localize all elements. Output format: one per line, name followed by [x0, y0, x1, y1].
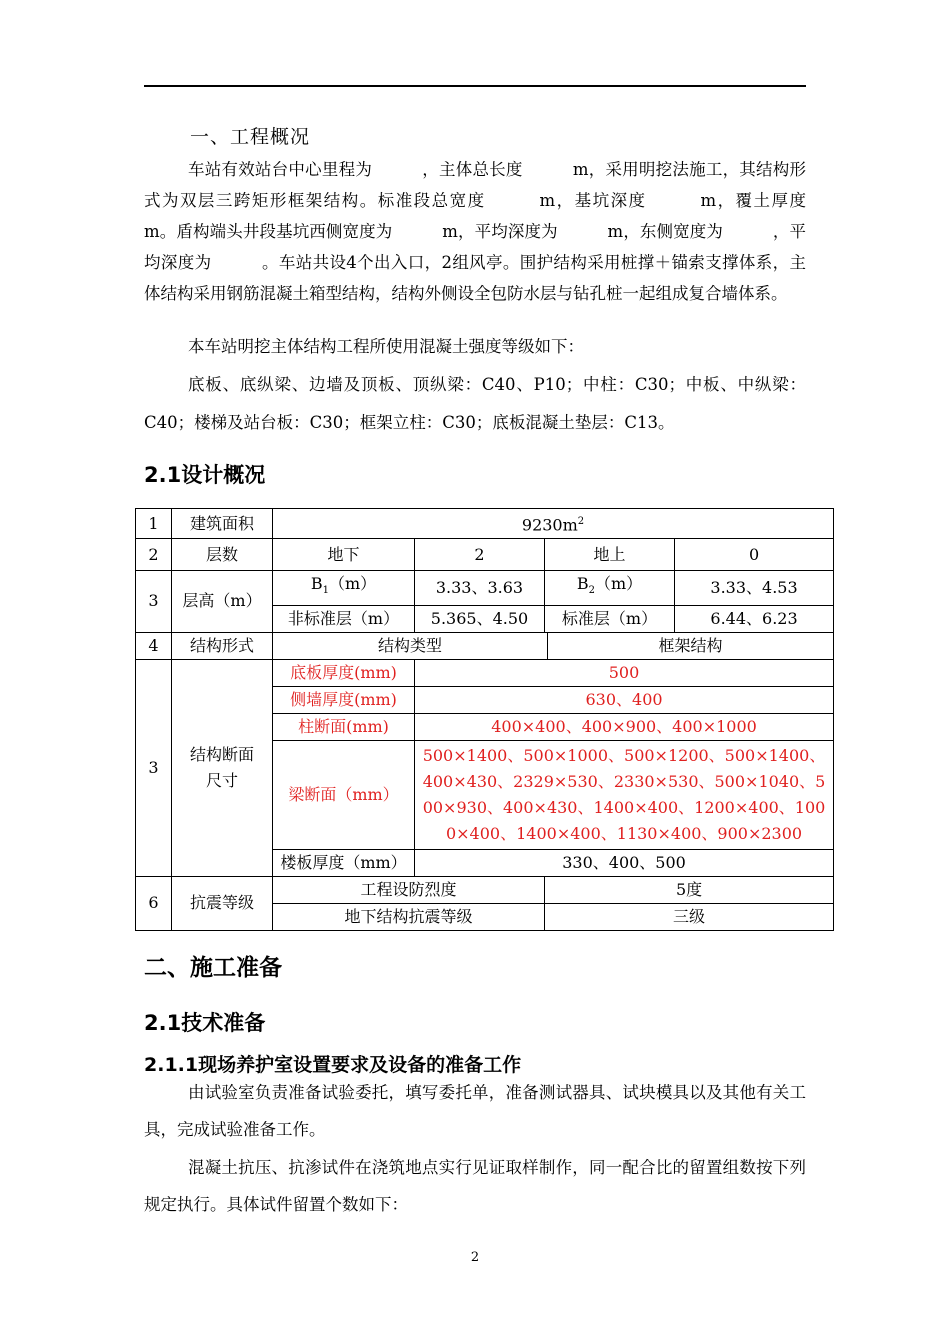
building-area-value: $9230m^2$: [273, 509, 834, 539]
lab-prep-paragraph: 由试验室负责准备试验委托，填写委托单，准备测试器具、试块模具以及其他有关工具，完成试验准备工作。: [144, 1083, 806, 1139]
cell: 非标准层（m）: [273, 605, 415, 632]
cell: 地下结构抗震等级: [273, 903, 545, 930]
cell: 侧墙厚度(mm): [273, 686, 415, 713]
cell: 三级: [545, 903, 834, 930]
cell: 工程设防烈度: [273, 876, 545, 903]
design-overview-table: [135, 508, 834, 931]
section-1-heading: 一、工程概况: [190, 126, 311, 148]
row-number: 1: [136, 509, 172, 539]
cell: 框架结构: [548, 632, 834, 659]
table-row: [136, 509, 834, 539]
row-label: 层数: [172, 539, 273, 571]
row-label: 结构断面尺寸: [172, 659, 273, 876]
table-row: [136, 876, 834, 903]
curing-room-heading: 2.1.1现场养护室设置要求及设备的准备工作: [144, 1054, 522, 1076]
cell: 330、400、500: [415, 849, 834, 876]
cell: 630、400: [415, 686, 834, 713]
cell: $B_1(m)$: [273, 571, 415, 605]
header-rule: [144, 85, 806, 87]
table-row: [136, 539, 834, 571]
cell: 楼板厚度（mm）: [273, 849, 415, 876]
page-number: 2: [470, 1250, 480, 1265]
row-label: 抗震等级: [172, 876, 273, 930]
cell: 5.365、4.50: [415, 605, 545, 632]
row-number: 4: [136, 632, 172, 659]
table-row: [136, 659, 834, 686]
cell: 2: [415, 539, 545, 571]
cell: 5度: [545, 876, 834, 903]
row-number: 6: [136, 876, 172, 930]
row-label: 层高（m）: [172, 571, 273, 632]
cell: 结构类型: [273, 632, 548, 659]
cell: 地上: [545, 539, 675, 571]
cell: 500: [415, 659, 834, 686]
row-number: 2: [136, 539, 172, 571]
cell: 底板厚度(mm): [273, 659, 415, 686]
cell: 柱断面(mm): [273, 713, 415, 740]
cell: $B_2(m)$: [545, 571, 675, 605]
section-2-heading: 二、施工准备: [144, 955, 282, 981]
cell: 0: [675, 539, 834, 571]
concrete-grade-intro: 本车站明挖主体结构工程所使用混凝土强度等级如下：: [188, 337, 584, 356]
row-number: 3: [136, 571, 172, 632]
concrete-grade-list: 底板、底纵梁、边墙及顶板、顶纵梁：C40、P10；中柱：C30；中板、中纵梁：C40；楼梯及站台板：C30；框架立柱：C30；底板混凝土垫层：C13。: [144, 375, 806, 432]
sampling-paragraph: 混凝土抗压、抗渗试件在浇筑地点实行见证取样制作，同一配合比的留置组数按下列规定执行。具体试件留置个数如下：: [144, 1158, 806, 1214]
row-number: 3: [136, 659, 172, 876]
technical-prep-heading: 2.1技术准备: [144, 1011, 266, 1035]
row-label: 结构形式: [172, 632, 273, 659]
cell: 6.44、6.23: [675, 605, 834, 632]
cell: 3.33、4.53: [675, 571, 834, 605]
cell: 梁断面（mm）: [273, 740, 415, 849]
design-overview-heading: 2.1设计概况: [144, 463, 266, 487]
table-row: [136, 571, 834, 605]
row-label: 建筑面积: [172, 509, 273, 539]
cell: 3.33、3.63: [415, 571, 545, 605]
cell: 500×1400、500×1000、500×1200、500×1400、400×430、2329×530、2330×530、500×1040、500×930、400×430、1400×400、1200×400、1000×400、1400×400、1130×400、900×2300: [415, 740, 834, 849]
cell: 地下: [273, 539, 415, 571]
cell: 标准层（m）: [545, 605, 675, 632]
table-row: [136, 632, 834, 659]
project-overview-paragraph: 车站有效站台中心里程为 ，主体总长度 m，采用明挖法施工，其结构形式为双层三跨矩形框架结构。标准段总宽度 m，基坑深度 m，覆土厚度 m。盾构端头井段基坑西侧宽度为 m，平均深度为 m，东侧宽度为 ，平均深度为 。车站共设4个出入口，2组风亭。围护结构采用桩撑＋锚索支撑体系，主体结构采用钢筋混凝土箱型结构，结构外侧设全包防水层与钻孔桩一起组成复合墙体系。: [144, 160, 856, 303]
cell: 400×400、400×900、400×1000: [415, 713, 834, 740]
